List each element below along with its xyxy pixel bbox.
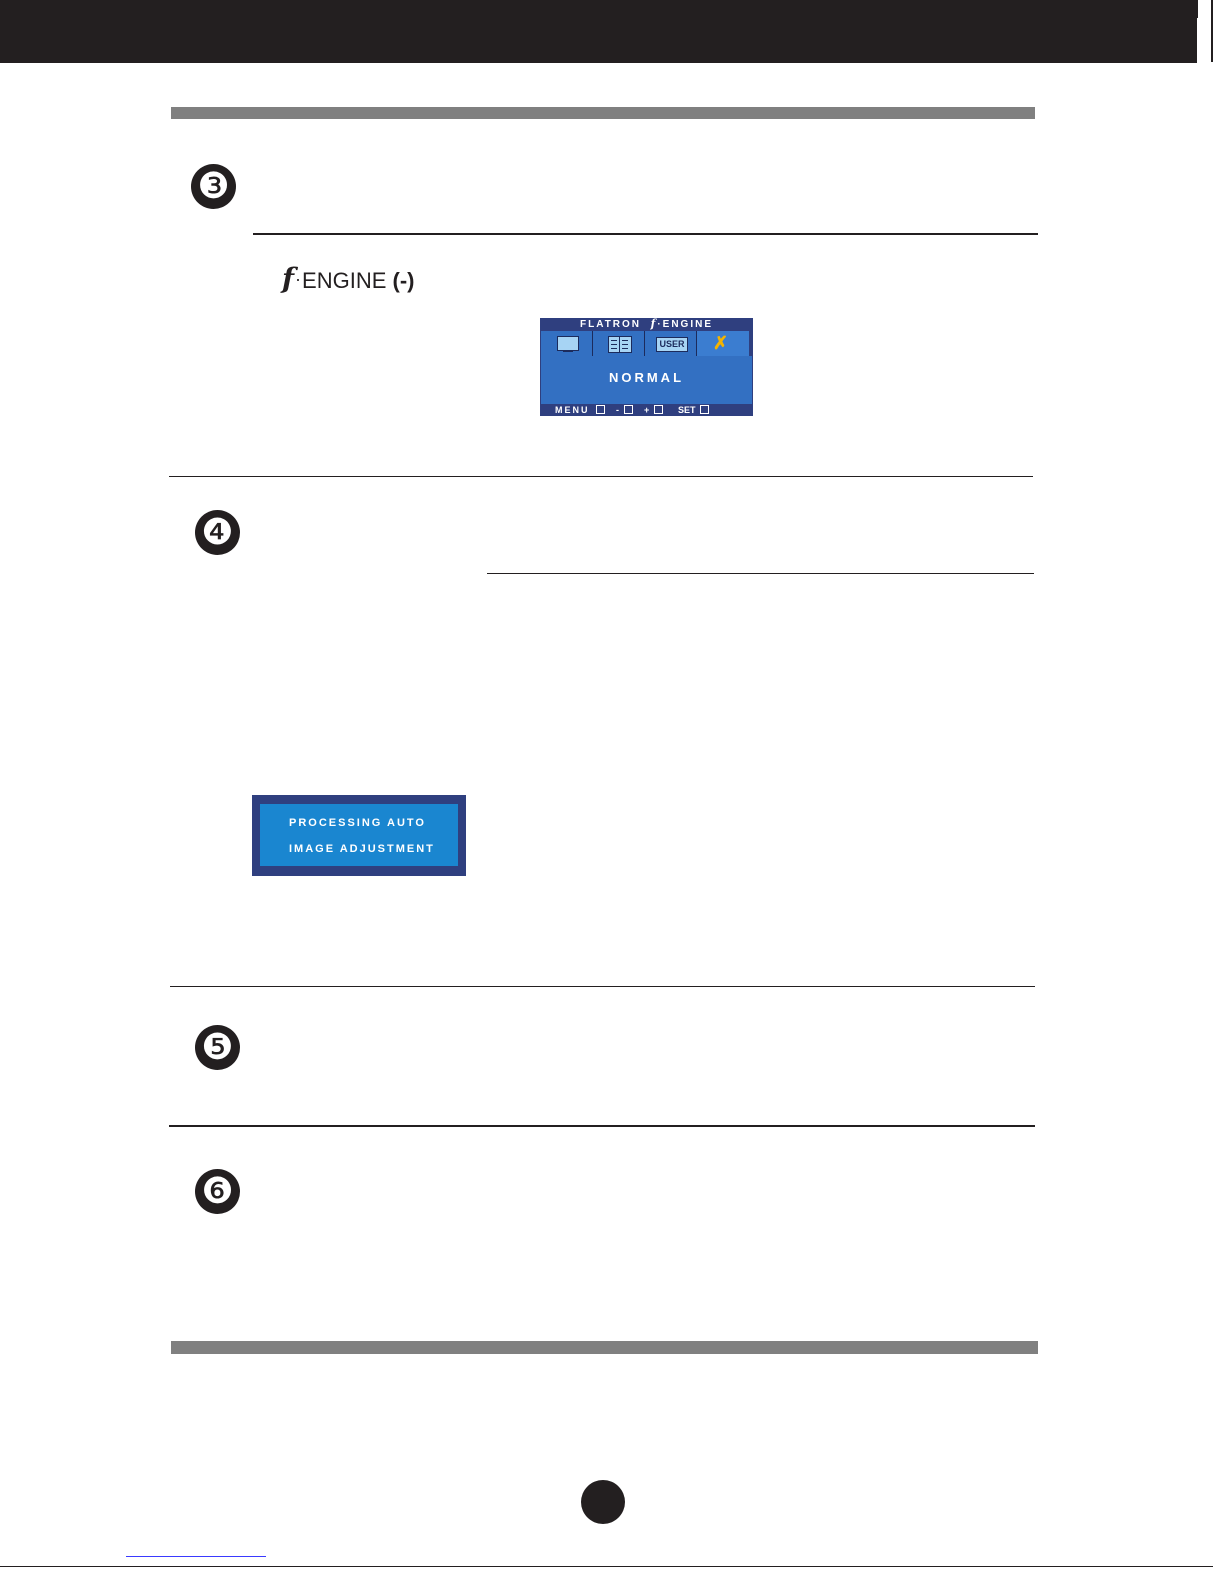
osd-auto-line-1: PROCESSING AUTO — [289, 817, 426, 829]
step-4-rule — [487, 573, 1034, 574]
set-key-icon — [699, 404, 709, 416]
osd-auto-line-2: IMAGE ADJUSTMENT — [289, 843, 435, 855]
section-top-bar — [171, 107, 1035, 119]
osd-footer — [540, 404, 753, 416]
menu-key-icon — [595, 404, 605, 416]
osd-tab-text[interactable] — [593, 331, 645, 356]
osd-title-brand: FLATRON — [580, 319, 642, 330]
osd-tab-user[interactable] — [645, 331, 697, 356]
step-number-6: ❻ — [195, 1169, 240, 1214]
fengine-text: ENGINE — [302, 268, 387, 293]
fengine-button-label — [282, 262, 415, 295]
section-bottom-bar — [171, 1341, 1038, 1354]
step-number-4: ❹ — [195, 510, 240, 555]
page-header-bar — [0, 0, 1197, 63]
minus-key-icon — [623, 404, 633, 416]
monitor-icon — [557, 336, 579, 351]
osd-title-f: f — [650, 317, 658, 330]
osd-tab-normal[interactable] — [697, 331, 749, 356]
osd-body — [541, 356, 752, 404]
osd-fengine-menu — [540, 318, 753, 416]
page-number-marker — [581, 1480, 625, 1524]
osd-footer-plus: + — [644, 405, 650, 415]
osd-auto-adjust-message — [252, 795, 466, 876]
fengine-minus-key: (-) — [392, 268, 415, 293]
section-divider — [170, 986, 1035, 987]
step-3-rule — [253, 233, 1038, 235]
step-number-5: ❺ — [195, 1025, 240, 1070]
osd-title-engine: ·ENGINE — [657, 319, 713, 330]
footer-link-underline — [126, 1556, 266, 1557]
fengine-f-glyph: f — [282, 262, 295, 295]
osd-tabs — [541, 331, 752, 356]
user-icon: USER — [656, 337, 688, 352]
book-icon — [608, 336, 632, 353]
osd-footer-menu: MENU — [555, 405, 590, 415]
fengine-dot: · — [295, 269, 302, 289]
crop-mark — [1197, 0, 1198, 18]
osd-auto-adjust-body — [260, 804, 458, 866]
osd-footer-set: SET — [678, 405, 696, 415]
step-number-3: ❸ — [191, 164, 236, 209]
osd-mode-value: NORMAL — [608, 370, 685, 385]
tools-icon: ✗ — [713, 333, 729, 353]
osd-title — [540, 318, 753, 330]
plus-key-icon — [653, 404, 663, 416]
section-divider — [169, 1125, 1035, 1127]
section-divider — [169, 476, 1033, 477]
osd-tab-movie[interactable] — [541, 331, 593, 356]
page-bottom-rule — [0, 1566, 1213, 1567]
monitor-stand-icon — [563, 350, 573, 352]
osd-footer-minus: - — [616, 405, 619, 415]
crop-mark — [1211, 0, 1213, 62]
